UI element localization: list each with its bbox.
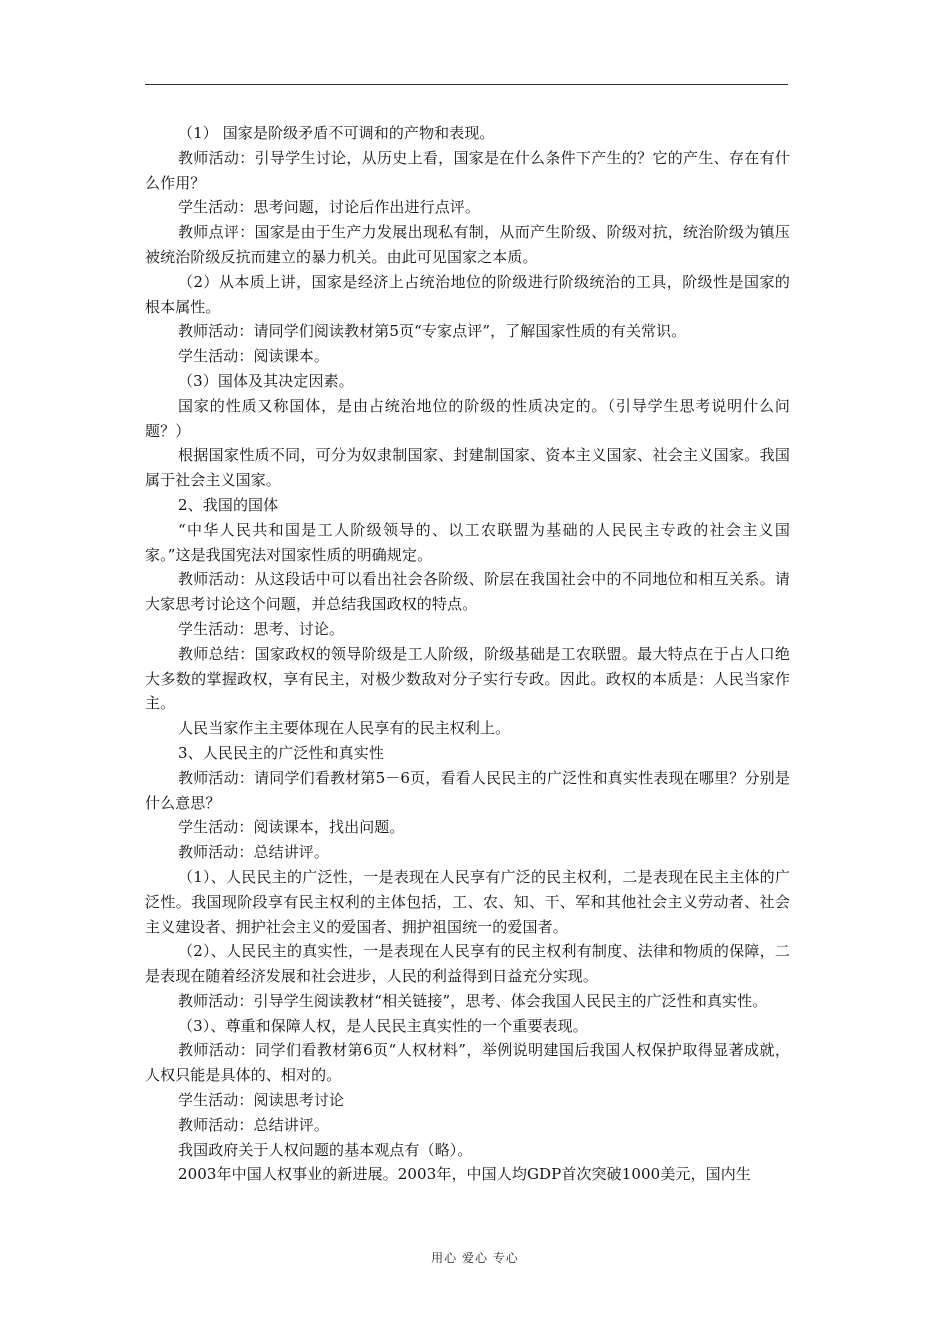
paragraph: （1） 国家是阶级矛盾不可调和的产物和表现。 bbox=[178, 124, 495, 142]
paragraph: 我国政府关于人权问题的基本观点有（略）。 bbox=[178, 1140, 473, 1159]
section-heading: 2、我国的国体 bbox=[178, 495, 279, 514]
paragraph: 教师活动：请同学们看教材第5－6页，看看人民民主的广泛性和真实性表现在哪里？分别是什么意思？ bbox=[145, 768, 790, 812]
paragraph: （1）、人民民主的广泛性，一是表现在人民享有广泛的民主权利，二是表现在民主主体的广泛性。我国现阶段享有民主权利的主体包括，工、农、知、干、军和其他社会主义劳动者、社会主义建设者、拥护社会主义的爱国者、拥护祖国统一的爱国者。 bbox=[145, 867, 790, 936]
paragraph: 教师点评：国家是由于生产力发展出现私有制，从而产生阶级、阶级对抗，统治阶级为镇压被统治阶级反抗而建立的暴力机关。由此可见国家之本质。 bbox=[145, 223, 790, 266]
paragraph: 学生活动：思考问题，讨论后作出进行点评。 bbox=[178, 198, 481, 217]
paragraph: （3）国体及其决定因素。 bbox=[178, 371, 354, 390]
section-heading: 3、人民民主的广泛性和真实性 bbox=[178, 743, 384, 762]
paragraph: 教师活动：请同学们阅读教材第5页“专家点评”，了解国家性质的有关常识。 bbox=[178, 322, 687, 341]
paragraph: 学生活动：阅读课本，找出问题。 bbox=[178, 818, 405, 837]
document-body bbox=[145, 121, 790, 1187]
paragraph: 教师活动：总结讲评。 bbox=[178, 1115, 330, 1134]
paragraph: 教师活动：同学们看教材第6页“人权材料”，举例说明建国后我国人权保护取得显著成就，人权只能是具体的、相对的。 bbox=[145, 1041, 790, 1085]
paragraph: “中华人民共和国是工人阶级领导的、以工农联盟为基础的人民民主专政的社会主义国家。”这是我国宪法对国家性质的明确规定。 bbox=[145, 520, 790, 564]
paragraph: 人民当家作主主要体现在人民享有的民主权利上。 bbox=[178, 719, 511, 738]
paragraph: 学生活动：思考、讨论。 bbox=[178, 619, 345, 638]
paragraph: 2003年中国人权事业的新进展。2003年，中国人均GDP首次突破1000美元，国内生 bbox=[178, 1165, 751, 1184]
paragraph: 教师活动：引导学生阅读教材“相关链接”，思考、体会我国人民民主的广泛性和真实性。 bbox=[178, 991, 768, 1010]
paragraph: 学生活动：阅读课本。 bbox=[178, 347, 330, 366]
paragraph: 国家的性质又称国体，是由占统治地位的阶级的性质决定的。（引导学生思考说明什么问题？） bbox=[145, 396, 790, 440]
page-footer: 用心 爱心 专心 bbox=[431, 1251, 519, 1265]
paragraph: （2）从本质上讲，国家是经济上占统治地位的阶级进行阶级统治的工具，阶级性是国家的根本属性。 bbox=[145, 272, 790, 316]
paragraph: 教师活动：从这段话中可以看出社会各阶级、阶层在我国社会中的不同地位和相互关系。请大家思考讨论这个问题，并总结我国政权的特点。 bbox=[145, 570, 790, 614]
paragraph: 根据国家性质不同，可分为奴隶制国家、封建制国家、资本主义国家、社会主义国家。我国属于社会主义国家。 bbox=[145, 446, 790, 490]
paragraph: （2）、人民民主的真实性，一是表现在人民享有的民主权利有制度、法律和物质的保障，二是表现在随着经济发展和社会进步，人民的利益得到日益充分实现。 bbox=[145, 942, 790, 986]
header-rule bbox=[145, 84, 788, 85]
paragraph: 学生活动：阅读思考讨论 bbox=[178, 1091, 345, 1110]
paragraph: 教师总结：国家政权的领导阶级是工人阶级，阶级基础是工农联盟。最大特点在于占人口绝大多数的掌握政权，享有民主，对极少数敌对分子实行专政。因此。政权的本质是：人民当家作主。 bbox=[145, 644, 790, 713]
paragraph: 教师活动：总结讲评。 bbox=[178, 843, 330, 862]
paragraph: 教师活动：引导学生讨论，从历史上看，国家是在什么条件下产生的？它的产生、存在有什么作用？ bbox=[145, 148, 790, 192]
paragraph: （3）、尊重和保障人权，是人民民主真实性的一个重要表现。 bbox=[178, 1016, 588, 1035]
